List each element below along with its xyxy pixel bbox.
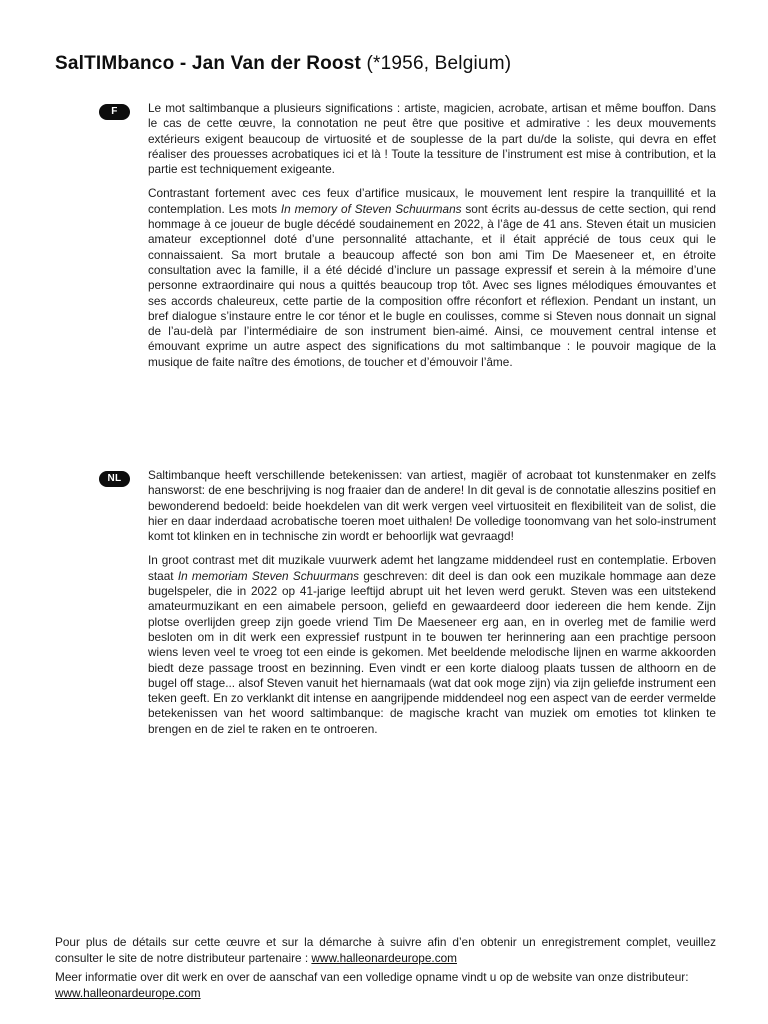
composer-birth-info: (*1956, Belgium) — [361, 53, 512, 74]
french-para2-text-start: Contrastant fortement avec ces feux d’artifice musicaux, le mouvement lent respire la tranquillité et la contemplation. Les mots — [148, 186, 716, 216]
dutch-paragraph-2 — [148, 553, 716, 737]
footer-french-text: Pour plus de détails sur cette œuvre et sur la démarche à suivre afin d’en obtenir un enregistrement complet, veuillez consulter le site de notre distributeur partenaire : — [55, 935, 716, 965]
dutch-paragraph-1: Saltimbanque heeft verschillende betekenissen: van artiest, magiër of acrobaat tot kunstenmaker en zelfs hansworst: de ene beschrijving is nog fraaier dan de andere! In dit geval is de connotatie alleszins positief en bewonderend bedoeld: beide hoekdelen van dit werk vergen veel virtuositeit en flexibiliteit van de solist, die hier en daar inderdaad acrobatische toeren moet uithalen! De volledige toonomvang van het solo-instrument komt tot klinken en in technische zin wordt er behoorlijk wat gevraagd! — [148, 468, 716, 544]
french-para2-text-end: sont écrits au-dessus de cette section, qui rend hommage à ce joueur de bugle décédé soudainement en 2022, à l’âge de 41 ans. Steven était un musicien amateur exceptionnel doté d’une personnalité attachante, et il était apprécié de tous ceux qui le connaissaient. Sa mort brutale a beaucoup affecté son bon ami Tim De Maeseneer et, en étroite consultation avec la famille, il a été décidé d’inclure un passage expressif et serein à la mémoire d’une personne extraordinaire qui nous a quittés beaucoup trop tôt. Avec ses lignes mélodiques émouvantes et ses accords chaleureux, cette partie de la composition offre réconfort et réflexion. Pendant un instant, un bref dialogue s’instaure entre le cor ténor et le bugle en coulisses, comme si Steven nous donnait un signal de l’au-delà par l’intermédiaire de son instrument bien-aimé. Ainsi, ce mouvement central intense et émouvant exprime un autre aspect des significations du mot saltimbanque : le pouvoir magique de la musique de faite naître des émotions, de toucher et d’émouvoir l’âme. — [148, 201, 716, 369]
french-paragraph-2 — [148, 186, 716, 370]
dutch-badge-column — [99, 468, 148, 487]
footer — [55, 935, 716, 1001]
language-badge-french: F — [99, 104, 130, 120]
french-section — [99, 101, 716, 370]
french-paragraph-1: Le mot saltimbanque a plusieurs significations : artiste, magicien, acrobate, artisan et même bouffon. Dans le cas de cette œuvre, la connotation ne peut être que positive et admirative : les deux mouvements extérieurs exigent beaucoup de virtuosité et de souplesse de la part du/de la soliste, qui devra en effet réaliser des prouesses acrobatiques ici et là ! Toute la tessiture de l’instrument est mise à contribution, et la partie est techniquement exigeante. — [148, 101, 716, 177]
french-text-column — [148, 101, 716, 370]
dutch-text-column — [148, 468, 716, 737]
dutch-section — [99, 468, 716, 737]
language-badge-dutch: NL — [99, 471, 130, 487]
work-title: SalTIMbanco - Jan Van der Roost — [55, 53, 362, 74]
distributor-link-french[interactable]: www.halleonardeurope.com — [311, 950, 457, 965]
page-title — [55, 52, 511, 75]
dedication-title-french: In memory of Steven Schuurmans — [280, 201, 462, 216]
french-badge-column — [99, 101, 148, 120]
dutch-para2-text-end: geschreven: dit deel is dan ook een muzikale hommage aan deze bugelspeler, die in 2022 op 41-jarige leeftijd abrupt uit het leven werd gerukt. Steven was een uitstekend amateurmuzikant en een aimabele persoon, geliefd en gewaardeerd door iedereen die hem kende. Zijn plotse overlijden greep zijn goede vriend Tim De Maeseneer erg aan, en in overleg met de familie werd besloten om in dit werk een expressief rustpunt in te bouwen ter herinnering aan een prachtige persoon wiens leven veel te vroeg tot een einde is gekomen. Met beeldende melodische lijnen en warme akkoorden biedt deze passage troost en bezinning. Even vindt er een korte dialoog plaats tussen de althoorn en de bugel off stage... alsof Steven vanuit het hiernamaals (wat dat ook moge zijn) via zijn geliefde instrument een teken geeft. En zo verklankt dit intense en aangrijpende middendeel nog een aspect van de eerder vermelde betekenissen van het woord saltimbanque: de magische kracht van muziek om emoties tot klinken te brengen en de ziel te raken en te ontroeren. — [148, 568, 716, 736]
footer-dutch-note — [55, 970, 716, 1001]
footer-french-note — [55, 935, 716, 966]
footer-dutch-text: Meer informatie over dit werk en over de aanschaf van een volledige opname vindt u op de website van onze distributeur: — [55, 970, 689, 984]
dutch-para2-text-start: In groot contrast met dit muzikale vuurwerk ademt het langzame middendeel rust en contemplatie. Erboven staat — [148, 553, 716, 583]
dedication-title-dutch: In memoriam Steven Schuurmans — [177, 568, 360, 583]
distributor-link-dutch[interactable]: www.halleonardeurope.com — [55, 985, 201, 1000]
